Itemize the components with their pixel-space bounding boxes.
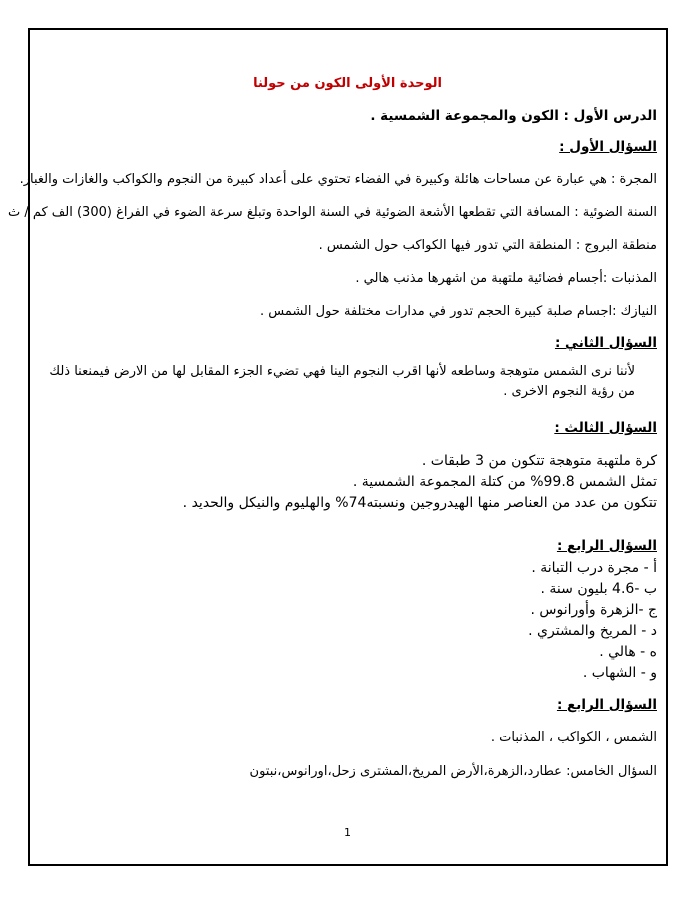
- q4b-answer: الشمس ، الكواكب ، المذنبات .: [490, 730, 657, 745]
- q4a-item-e: ه - هالي .: [599, 644, 657, 660]
- unit-title: الوحدة الأولى الكون من حولنا: [253, 76, 442, 91]
- q3-line-1: كرة ملتهبة متوهجة تتكون من 3 طبقات .: [421, 453, 657, 469]
- q4a-item-a: أ - مجرة درب التبانة .: [531, 560, 657, 576]
- q1-line-zodiac: منطقة البروج : المنطقة التي تدور فيها الكواكب حول الشمس .: [318, 238, 657, 253]
- q2-heading: السؤال الثاني :: [554, 335, 657, 351]
- page-number: 1: [344, 826, 351, 839]
- q3-heading: السؤال الثالث :: [554, 420, 657, 436]
- q4a-item-b: ب -4.6 بليون سنة .: [540, 581, 657, 597]
- q1-line-light-year: السنة الضوئية : المسافة التي تقطعها الأشعة الضوئية في السنة الواحدة وتبلغ سرعة الضوء في الفراغ (300) الف كم / ث: [7, 205, 657, 220]
- q1-line-galaxy: المجرة : هي عبارة عن مساحات هائلة وكبيرة في الفضاء تحتوي على أعداد كبيرة من النجوم والكواكب والغازات والغبار.: [19, 172, 657, 187]
- q2-answer: لأننا نرى الشمس متوهجة وساطعه لأنها اقرب النجوم الينا فهي تضيء الجزء المقابل لها من الارض فيمنعنا ذلك من رؤية النجوم الاخرى .: [49, 364, 635, 399]
- q5-answer: السؤال الخامس: عطارد،الزهرة،الأرض المريخ،المشترى زحل،اورانوس،نبتون: [249, 764, 657, 779]
- q3-line-2: تمثل الشمس 99.8% من كتلة المجموعة الشمسية .: [352, 474, 657, 490]
- q3-line-3: تتكون من عدد من العناصر منها الهيدروجين ونسبته74% والهليوم والنيكل والحديد .: [182, 495, 657, 511]
- q1-heading: السؤال الأول :: [559, 139, 657, 155]
- q1-line-meteorites: النيازك :اجسام صلبة كبيرة الحجم تدور في مدارات مختلفة حول الشمس .: [259, 304, 657, 319]
- q1-line-comets: المذنبات :أجسام فضائية ملتهبة من اشهرها مذنب هالي .: [355, 271, 657, 286]
- q4a-item-f: و - الشهاب .: [582, 665, 657, 681]
- lesson-title: الدرس الأول : الكون والمجموعة الشمسية .: [370, 108, 657, 124]
- q4a-item-d: د - المريخ والمشتري .: [528, 623, 657, 639]
- q4b-heading: السؤال الرابع :: [556, 697, 657, 713]
- q4a-heading: السؤال الرابع :: [556, 538, 657, 554]
- q4a-item-c: ج -الزهرة وأورانوس .: [530, 602, 657, 618]
